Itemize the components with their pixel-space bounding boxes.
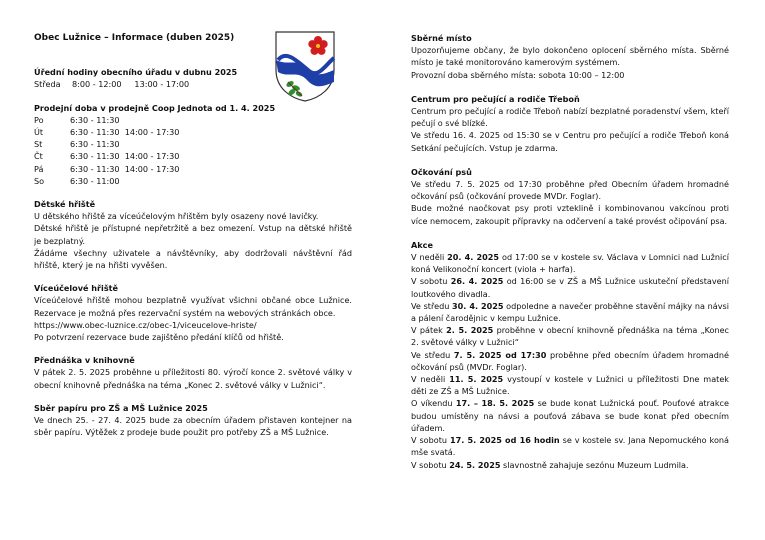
care-center-heading: Centrum pro pečující a rodiče Třeboň bbox=[411, 93, 580, 104]
paragraph: Provozní doba sběrného místa: sobota 10:00 – 12:00 bbox=[411, 69, 625, 80]
playground-section bbox=[34, 198, 352, 271]
day-hours: 6:30 - 11:30 bbox=[70, 114, 120, 125]
event-item bbox=[411, 434, 729, 458]
paragraph: V pátek 2. 5. 2025 proběhne u příležitosti 80. výročí konce 2. světové války v obecní knihovně přednáška na téma „Konec 2. světové války v Lužnici“. bbox=[34, 367, 352, 390]
event-prefix: V pátek bbox=[411, 325, 447, 336]
event-text: vystoupí v kostele v Lužnici u příležitosti Dne matek děti ze ZŠ a MŠ Lužnice. bbox=[411, 374, 729, 397]
event-date: 11. 5. 2025 bbox=[449, 374, 504, 385]
lecture-section bbox=[34, 354, 352, 391]
collection-point-heading: Sběrné místo bbox=[411, 33, 472, 43]
event-prefix: V sobotu bbox=[411, 276, 451, 287]
paragraph: Upozorňujeme občany, že bylo dokončeno oplocení sběrného místa. Sběrné místo je také monitorováno kamerovým systémem. bbox=[411, 45, 729, 68]
event-prefix: O víkendu bbox=[411, 398, 456, 409]
event-item bbox=[411, 324, 729, 348]
day-hours: 6:30 - 11:30 14:00 - 17:30 bbox=[70, 151, 180, 162]
office-hours: 8:00 - 12:00 13:00 - 17:00 bbox=[72, 79, 190, 90]
event-text: slavnostně zahajuje sezónu Muzeum Ludmila. bbox=[500, 459, 689, 470]
shop-day-row bbox=[34, 150, 352, 162]
shop-day-row bbox=[34, 126, 352, 138]
event-date: 17. 5. 2025 od 16 hodin bbox=[449, 435, 560, 446]
event-text: odpoledne a navečer proběhne stavění májky na návsi a pálení čarodějnic v kempu Lužnice. bbox=[411, 300, 729, 324]
lecture-heading: Přednáška v knihovně bbox=[34, 355, 135, 366]
multipurpose-court-section bbox=[34, 282, 352, 343]
shop-hours-section bbox=[34, 102, 352, 187]
paragraph: Žádáme všechny uživatele a návštěvníky, aby dodržovali návštěvní řád hřiště, který je na hřišti vyvěšen. bbox=[34, 247, 352, 271]
event-text: proběhne před obecním úřadem hromadné očkování psů (MVDr. Foglar). bbox=[411, 349, 729, 372]
day-label: St bbox=[34, 139, 43, 150]
day-label: Čt bbox=[34, 151, 43, 162]
day-hours: 6:30 - 11:00 bbox=[70, 175, 120, 186]
event-prefix: Ve středu bbox=[411, 300, 453, 311]
event-prefix: V neděli bbox=[411, 252, 448, 263]
event-item bbox=[411, 275, 729, 299]
paragraph: Po potvrzení rezervace bude zajištěno předání klíčů od hřiště. bbox=[34, 332, 284, 343]
event-date: 2. 5. 2025 bbox=[446, 325, 494, 336]
multipurpose-court-heading: Víceúčelové hřiště bbox=[34, 283, 118, 294]
left-column bbox=[34, 32, 352, 449]
day-label: Út bbox=[34, 127, 44, 138]
paragraph: Bude možné naočkovat psy proti vzteklině i kombinovanou vakcínou proti více nemocem, zakoupit přípravky na odčervení a také provést očipování psa. bbox=[411, 203, 729, 226]
paragraph: U dětského hřiště za víceúčelovým hřištěm byly osazeny nové lavičky. bbox=[34, 211, 319, 222]
event-date: 7. 5. 2025 od 17:30 bbox=[453, 349, 547, 360]
office-hours-heading: Úřední hodiny obecního úřadu v dubnu 2025 bbox=[34, 67, 238, 78]
event-item bbox=[411, 300, 729, 324]
paper-collection-section bbox=[34, 402, 352, 439]
events-section bbox=[411, 239, 729, 471]
shop-hours-heading: Prodejní doba v prodejně Coop Jednota od 1. 4. 2025 bbox=[34, 102, 276, 113]
event-date: 30. 4. 2025 bbox=[452, 300, 504, 311]
event-text: od 17:00 se v kostele sv. Václava v Lomnici nad Lužnicí koná Velikonoční koncert (viola + harfa). bbox=[411, 252, 729, 275]
day-label: So bbox=[34, 175, 45, 186]
day-hours: 6:30 - 11:30 14:00 - 17:30 bbox=[70, 127, 180, 138]
dog-vaccination-heading: Očkování psů bbox=[411, 166, 472, 177]
office-hours-section bbox=[34, 66, 352, 90]
event-item bbox=[411, 397, 729, 434]
playground-heading: Dětské hřiště bbox=[34, 199, 96, 210]
day-hours: 6:30 - 11:30 14:00 - 17:30 bbox=[70, 163, 180, 174]
dog-vaccination-section bbox=[411, 166, 729, 227]
paragraph: Dětské hřiště je přístupné nepřetržitě a bez omezení. Vstup na dětské hřiště je bezplatný. bbox=[34, 223, 352, 246]
right-column bbox=[411, 32, 729, 483]
event-date: 17. – 18. 5. 2025 bbox=[455, 398, 535, 409]
shop-day-row bbox=[34, 175, 352, 187]
event-item bbox=[411, 459, 729, 471]
event-item bbox=[411, 373, 729, 397]
paragraph: Ve středu 7. 5. 2025 od 17:30 proběhne před Obecním úřadem hromadné očkování psů (očkování provede MVDr. Foglar). bbox=[411, 179, 729, 202]
event-date: 20. 4. 2025 bbox=[447, 252, 500, 263]
event-text: od 16:00 se v ZŠ a MŠ Lužnice uskuteční představení loutkového divadla. bbox=[411, 276, 729, 299]
event-date: 26. 4. 2025 bbox=[450, 276, 504, 287]
paragraph: Centrum pro pečující a rodiče Třeboň nabízí bezplatné poradenství všem, kteří pečují o své blízké. bbox=[411, 106, 729, 129]
event-date: 24. 5. 2025 bbox=[449, 459, 501, 470]
paragraph: Ve dnech 25. - 27. 4. 2025 bude za obecním úřadem přistaven kontejner na sběr papíru. Výtěžek z prodeje bude použit pro potřeby ZŠ a MŠ Lužnice. bbox=[34, 415, 352, 438]
shop-day-row bbox=[34, 114, 352, 126]
care-center-section bbox=[411, 93, 729, 154]
event-item bbox=[411, 251, 729, 275]
event-text: se v kostele sv. Jana Nepomuckého koná mše svatá. bbox=[411, 435, 729, 458]
office-day: Středa bbox=[34, 79, 61, 90]
day-label: Pá bbox=[34, 163, 44, 174]
events-heading: Akce bbox=[411, 239, 433, 250]
reservation-link[interactable]: https://www.obec-luznice.cz/obec-1/viceucelove-hriste/ bbox=[34, 319, 257, 330]
event-prefix: V sobotu bbox=[411, 435, 450, 446]
paper-collection-heading: Sběr papíru pro ZŠ a MŠ Lužnice 2025 bbox=[34, 402, 208, 413]
event-text: proběhne v obecní knihovně přednáška na téma „Konec 2. světové války v Lužnici“ bbox=[411, 325, 729, 348]
event-text: se bude konat Lužnická pouť. Pouťové atrakce budou umístěny na návsi a pouťová zábava se bude konat před obecním úřadem. bbox=[411, 398, 729, 433]
event-prefix: Ve středu bbox=[411, 349, 454, 360]
paragraph: Ve středu 16. 4. 2025 od 15:30 se v Centru pro pečující a rodiče Třeboň koná Setkání pečujících. Vstup je zdarma. bbox=[411, 130, 729, 153]
event-prefix: V neděli bbox=[411, 374, 450, 385]
shop-day-row bbox=[34, 138, 352, 150]
event-prefix: V sobotu bbox=[411, 459, 450, 470]
page-title: Obec Lužnice – Informace (duben 2025) bbox=[34, 33, 235, 43]
paragraph: Víceúčelové hřiště mohou bezplatně využívat všichni občané obce Lužnice. Rezervace je možná přes rezervační systém na webových stránkách obce. bbox=[34, 295, 352, 318]
event-item bbox=[411, 349, 729, 373]
collection-point-section bbox=[411, 32, 729, 81]
shop-day-row bbox=[34, 163, 352, 175]
day-hours: 6:30 - 11:30 bbox=[70, 139, 120, 150]
day-label: Po bbox=[34, 114, 44, 125]
